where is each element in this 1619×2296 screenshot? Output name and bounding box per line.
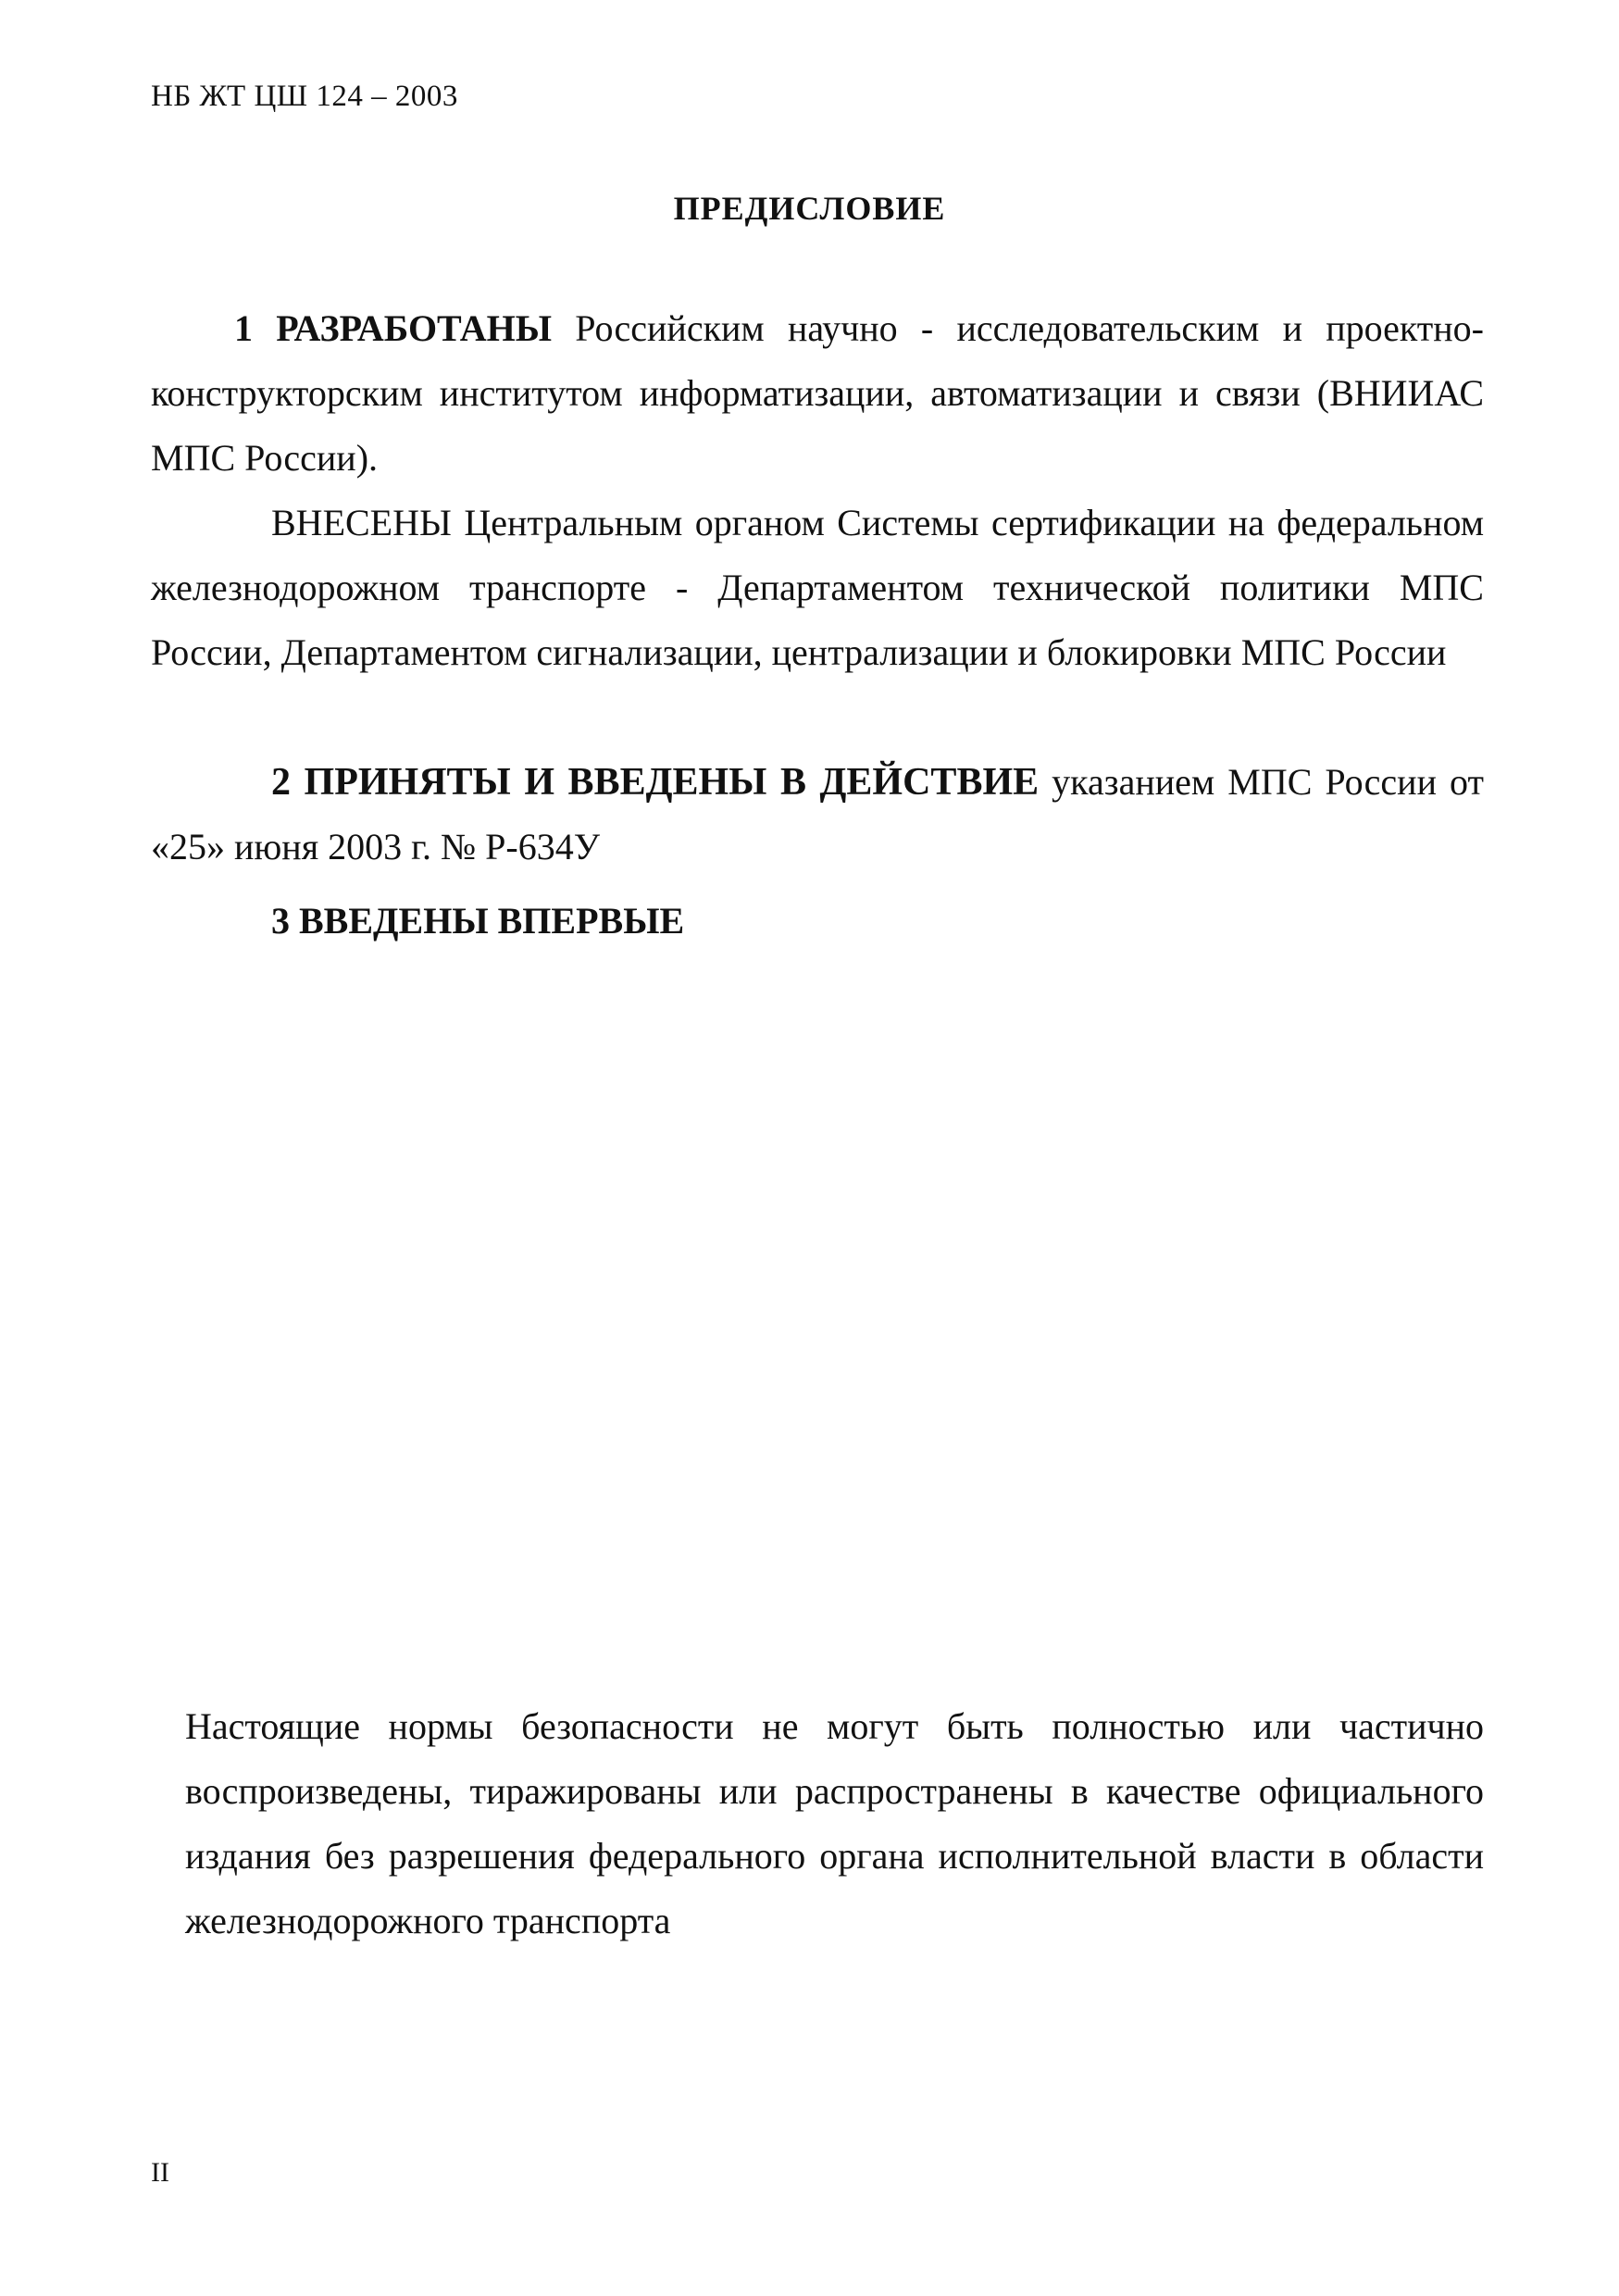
section-introduced [151,491,1484,685]
copyright-notice: Настоящие нормы безопасности не могут быть полностью или частично воспроизведены, тиражированы или распространены в качестве официального издания без разрешения федерального органа исполнительной власти в области железнодорожного транспорта [185,1705,1484,1941]
section-adopted-label: 2 ПРИНЯТЫ И ВВЕДЕНЫ В ДЕЙСТВИЕ [271,761,1040,804]
page-title: ПРЕДИСЛОВИЕ [673,190,946,227]
section-developed-text: Российским научно - исследовательским и проектно-конструкторским институтом информатизации, автоматизации и связи (ВНИИАС МПС России). [151,307,1484,479]
section-introduced-text: Центральным органом Системы сертификации на федеральном железнодорожном транспорте - Департаментом технической политики МПС России, Департаментом сигнализации, централизации и блокировки МПС России [151,502,1484,673]
document-code: НБ ЖТ ЦШ 124 – 2003 [151,80,458,113]
section-developed-label: 1 РАЗРАБОТАНЫ [234,307,553,349]
section-adopted-text: указанием МПС России от «25» июня 2003 г. № Р-634У [151,761,1484,867]
page-number: II [151,2157,169,2188]
section-introduced-label: ВНЕСЕНЫ [271,502,452,543]
section-adopted [151,750,1484,880]
section-first-introduced: 3 ВВЕДЕНЫ ВПЕРВЫЕ [271,900,685,942]
section-developed [151,296,1484,491]
